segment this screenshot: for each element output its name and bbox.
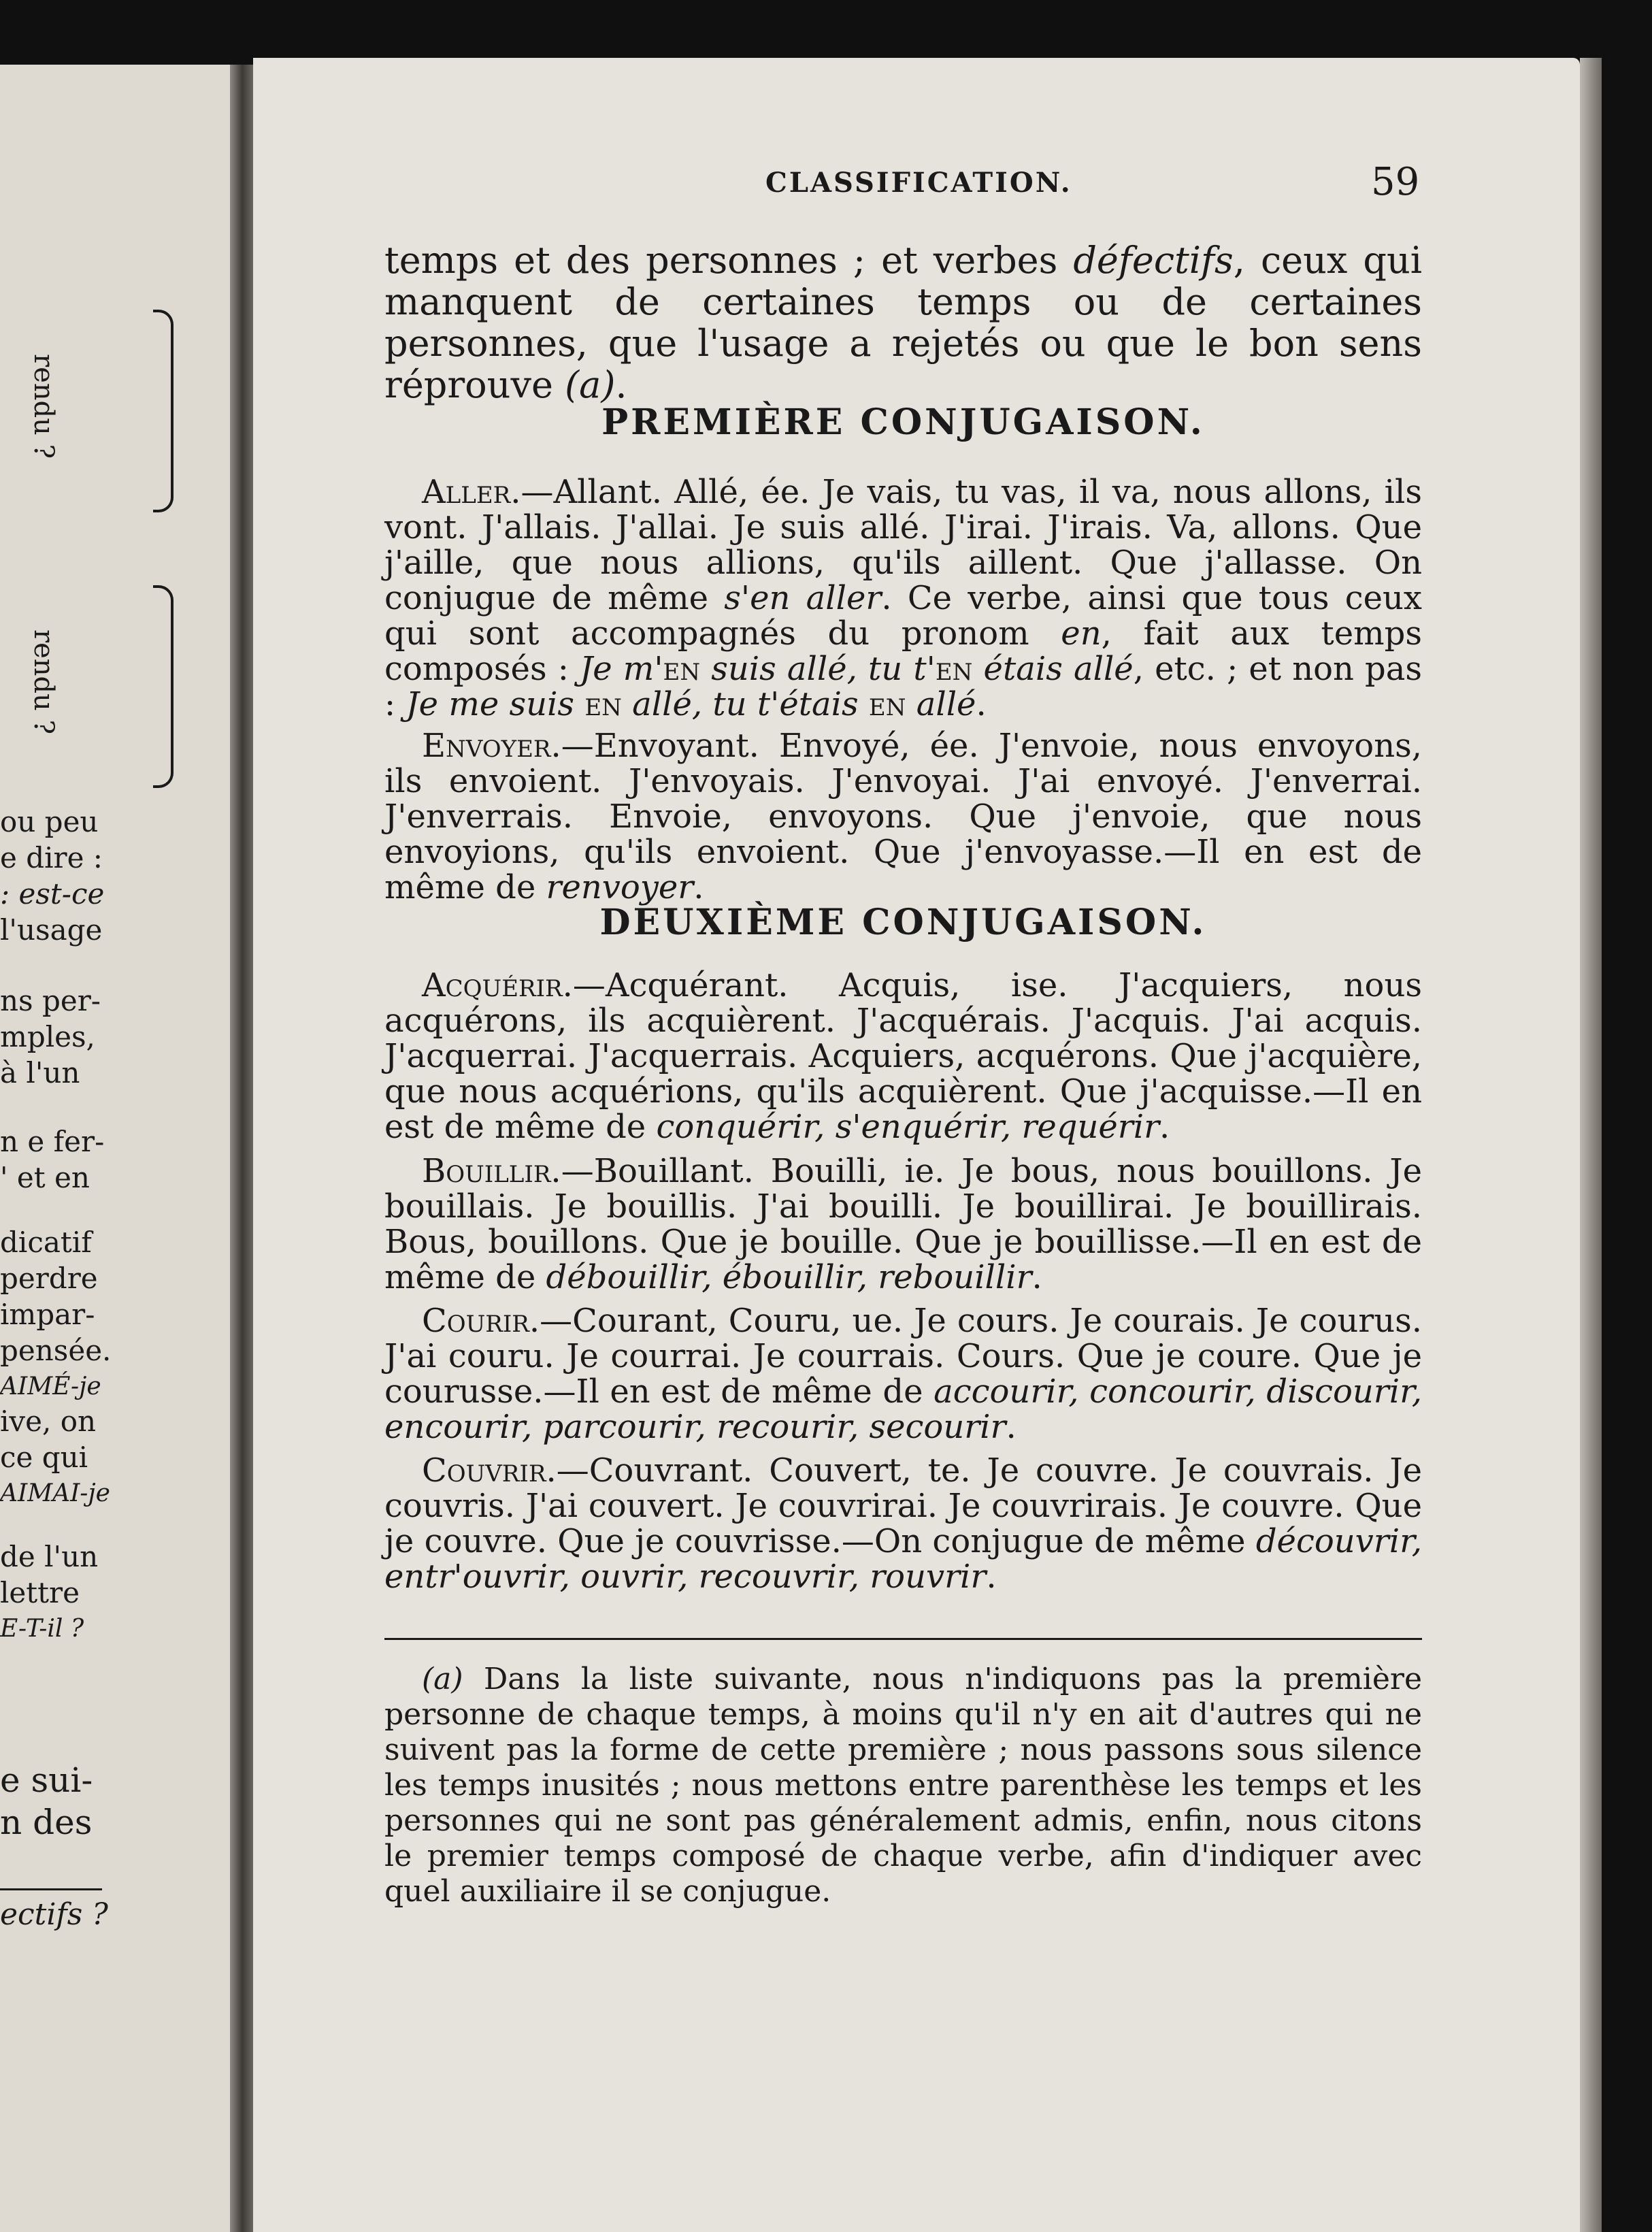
left-line: n des	[0, 1803, 93, 1842]
verb-name: Envoyer.	[422, 727, 561, 765]
entry-italic: Je me suis	[406, 685, 585, 723]
left-line: l'usage	[0, 913, 103, 947]
entry-text: . Ce verbe, ainsi que tous ceux qui sont accompagnés du pronom	[384, 579, 1423, 653]
entry-text: , fait aux temps composés :	[384, 614, 1422, 688]
entry-text: .	[1006, 1408, 1017, 1446]
entry-italic: renvoyer	[546, 868, 694, 906]
entry-italic: suis allé, tu t'	[700, 650, 936, 688]
left-line: ectifs ?	[0, 1897, 108, 1932]
entry-text: .	[693, 868, 704, 906]
footnote-text: Dans la liste suivante, nous n'indiquons pas la première personne de chaque temps, à moins qu'il n'y en ait d'autres qui ne suivent pas la forme de cette première ; nous passons sous silence les temps inusités ; nous mettons entre parenthèse les temps et les personnes qui ne sont pas généralement admis, enfin, nous citons le premier temps composé de chaque verbe, afin d'indiquer avec quel auxiliaire il se conjugue.	[384, 1662, 1422, 1909]
page-edge	[1580, 58, 1602, 2232]
left-line: ce qui	[0, 1441, 88, 1474]
entry-aller	[384, 474, 1422, 722]
footnote-marker: (a)	[422, 1662, 463, 1696]
intro-text: .	[615, 363, 627, 406]
entry-italic: Je m'	[580, 650, 663, 688]
left-line: impar-	[0, 1298, 95, 1331]
left-line: e dire :	[0, 841, 103, 874]
footnote-rule	[384, 1638, 1422, 1640]
left-line: e sui-	[0, 1760, 93, 1800]
entry-text: .	[1031, 1258, 1042, 1296]
entry-text: .	[976, 685, 987, 723]
left-line: AIMAI-je	[0, 1479, 110, 1507]
left-line: ou peu	[0, 805, 99, 838]
entry-smallcaps: en	[868, 685, 906, 723]
running-header: CLASSIFICATION.	[765, 167, 1072, 199]
section-title-second: DEUXIÈME CONJUGAISON.	[599, 902, 1207, 943]
left-rule	[0, 1888, 102, 1890]
left-line: : est-ce	[0, 877, 105, 910]
intro-term: défectifs	[1073, 239, 1234, 282]
entry-smallcaps: en	[663, 650, 701, 688]
left-line: dicatif	[0, 1226, 92, 1259]
verb-name: Acquérir.	[422, 966, 573, 1004]
section-title-first: PREMIÈRE CONJUGAISON.	[601, 401, 1205, 443]
left-line: ns per-	[0, 984, 101, 1017]
left-line: ive, on	[0, 1405, 97, 1438]
entry-text: —Couvrant. Couvert, te. Je couvre. Je couvrais. Je couvris. J'ai couvert. Je couvrirai. Je couvrirais. Je couvre. Que je couvre. Que je couvrisse.—On conjugue de même	[384, 1451, 1422, 1560]
left-brace-1	[153, 310, 174, 512]
entry-smallcaps: en	[584, 685, 622, 723]
entry-text: .	[986, 1558, 997, 1596]
entry-italic: accourir, concourir, discourir, encourir, parcourir, recourir, secourir	[384, 1373, 1423, 1446]
intro-text: temps et des personnes ; et verbes	[384, 239, 1074, 282]
entry-italic: étais allé	[972, 650, 1134, 688]
entry-envoyer	[384, 728, 1422, 905]
entry-bouillir	[384, 1153, 1422, 1295]
left-question-1: rendu ?	[28, 354, 59, 459]
entry-text: —Courant, Couru, ue. Je cours. Je courais. Je courus. J'ai couru. Je courrai. Je courrais. Cours. Que je coure. Que je courusse.—Il en est de même de	[384, 1302, 1422, 1411]
entry-acquerir	[384, 968, 1422, 1145]
page-number: 59	[1371, 160, 1420, 204]
left-line: à l'un	[0, 1056, 80, 1089]
verb-name: Courir.	[422, 1302, 540, 1340]
entry-italic: s'en aller	[724, 579, 882, 617]
entry-courir	[384, 1303, 1422, 1445]
verb-name: Bouillir.	[422, 1152, 561, 1190]
left-line: pensée.	[0, 1334, 112, 1367]
entry-text: —Bouillant. Bouilli, ie. Je bous, nous bouillons. Je bouillais. Je bouillis. J'ai bouilli. Je bouillirai. Je bouillirais. Bous, bouillons. Que je bouille. Que je bouillisse.—Il en est de même de	[384, 1152, 1422, 1296]
entry-italic: conquérir, s'enquérir, requérir	[656, 1108, 1160, 1146]
entry-couvrir	[384, 1453, 1422, 1594]
left-line: mples,	[0, 1020, 95, 1053]
entry-italic: découvrir, entr'ouvrir, ouvrir, recouvrir, rouvrir	[384, 1522, 1422, 1596]
intro-paragraph	[384, 240, 1422, 406]
entry-text: —Envoyant. Envoyé, ée. J'envoie, nous envoyons, ils envoient. J'envoyais. J'envoyai. J'ai envoyé. J'enverrai. J'enverrais. Envoie, envoyons. Que j'envoie, que nous envoyions, qu'ils envoient. Que j'envoyasse.—Il en est de même de	[384, 727, 1422, 906]
entry-text: —Acquérant. Acquis, ise. J'acquiers, nous acquérons, ils acquièrent. J'acquérais. J'acquis. J'ai acquis. J'acquerrai. J'acquerrais. Acquiers, acquérons. Que j'acquière, que nous acquérions, qu'ils acquièrent. Que j'acquisse.—Il en est de même de	[384, 966, 1422, 1146]
left-line: AIMÉ-je	[0, 1373, 101, 1400]
entry-italic: débouillir, ébouillir, rebouillir	[546, 1258, 1032, 1296]
left-brace-2	[153, 585, 174, 788]
left-line: E-T-il ?	[0, 1615, 84, 1643]
left-line: lettre	[0, 1576, 80, 1609]
left-line: ' et en	[0, 1161, 90, 1194]
left-line: n e fer-	[0, 1125, 105, 1158]
entry-italic: allé	[906, 685, 976, 723]
left-line: de l'un	[0, 1540, 99, 1573]
left-question-2: rendu ?	[28, 629, 59, 735]
footnote	[384, 1662, 1422, 1909]
entry-text: , etc. ; et non pas :	[384, 650, 1423, 723]
entry-italic: en	[1061, 614, 1102, 653]
footnote-ref: (a)	[565, 363, 616, 406]
verb-name: Aller.	[422, 473, 521, 511]
entry-text: —Allant. Allé, ée. Je vais, tu vas, il va, nous allons, ils vont. J'allais. J'allai. Je suis allé. J'irai. J'irais. Va, allons. Que j'aille, que nous allions, qu'ils aillent. Que j'allasse. On conjugue de même	[384, 473, 1422, 617]
entry-italic: allé, tu t'étais	[621, 685, 869, 723]
intro-text: , ceux qui manquent de certaines temps ou de certaines personnes, que l'usage a rejetés ou que le bon sens réprouve	[384, 239, 1423, 406]
left-line: perdre	[0, 1262, 98, 1295]
entry-smallcaps: en	[935, 650, 973, 688]
entry-text: .	[1159, 1108, 1170, 1146]
verb-name: Couvrir.	[422, 1451, 557, 1490]
